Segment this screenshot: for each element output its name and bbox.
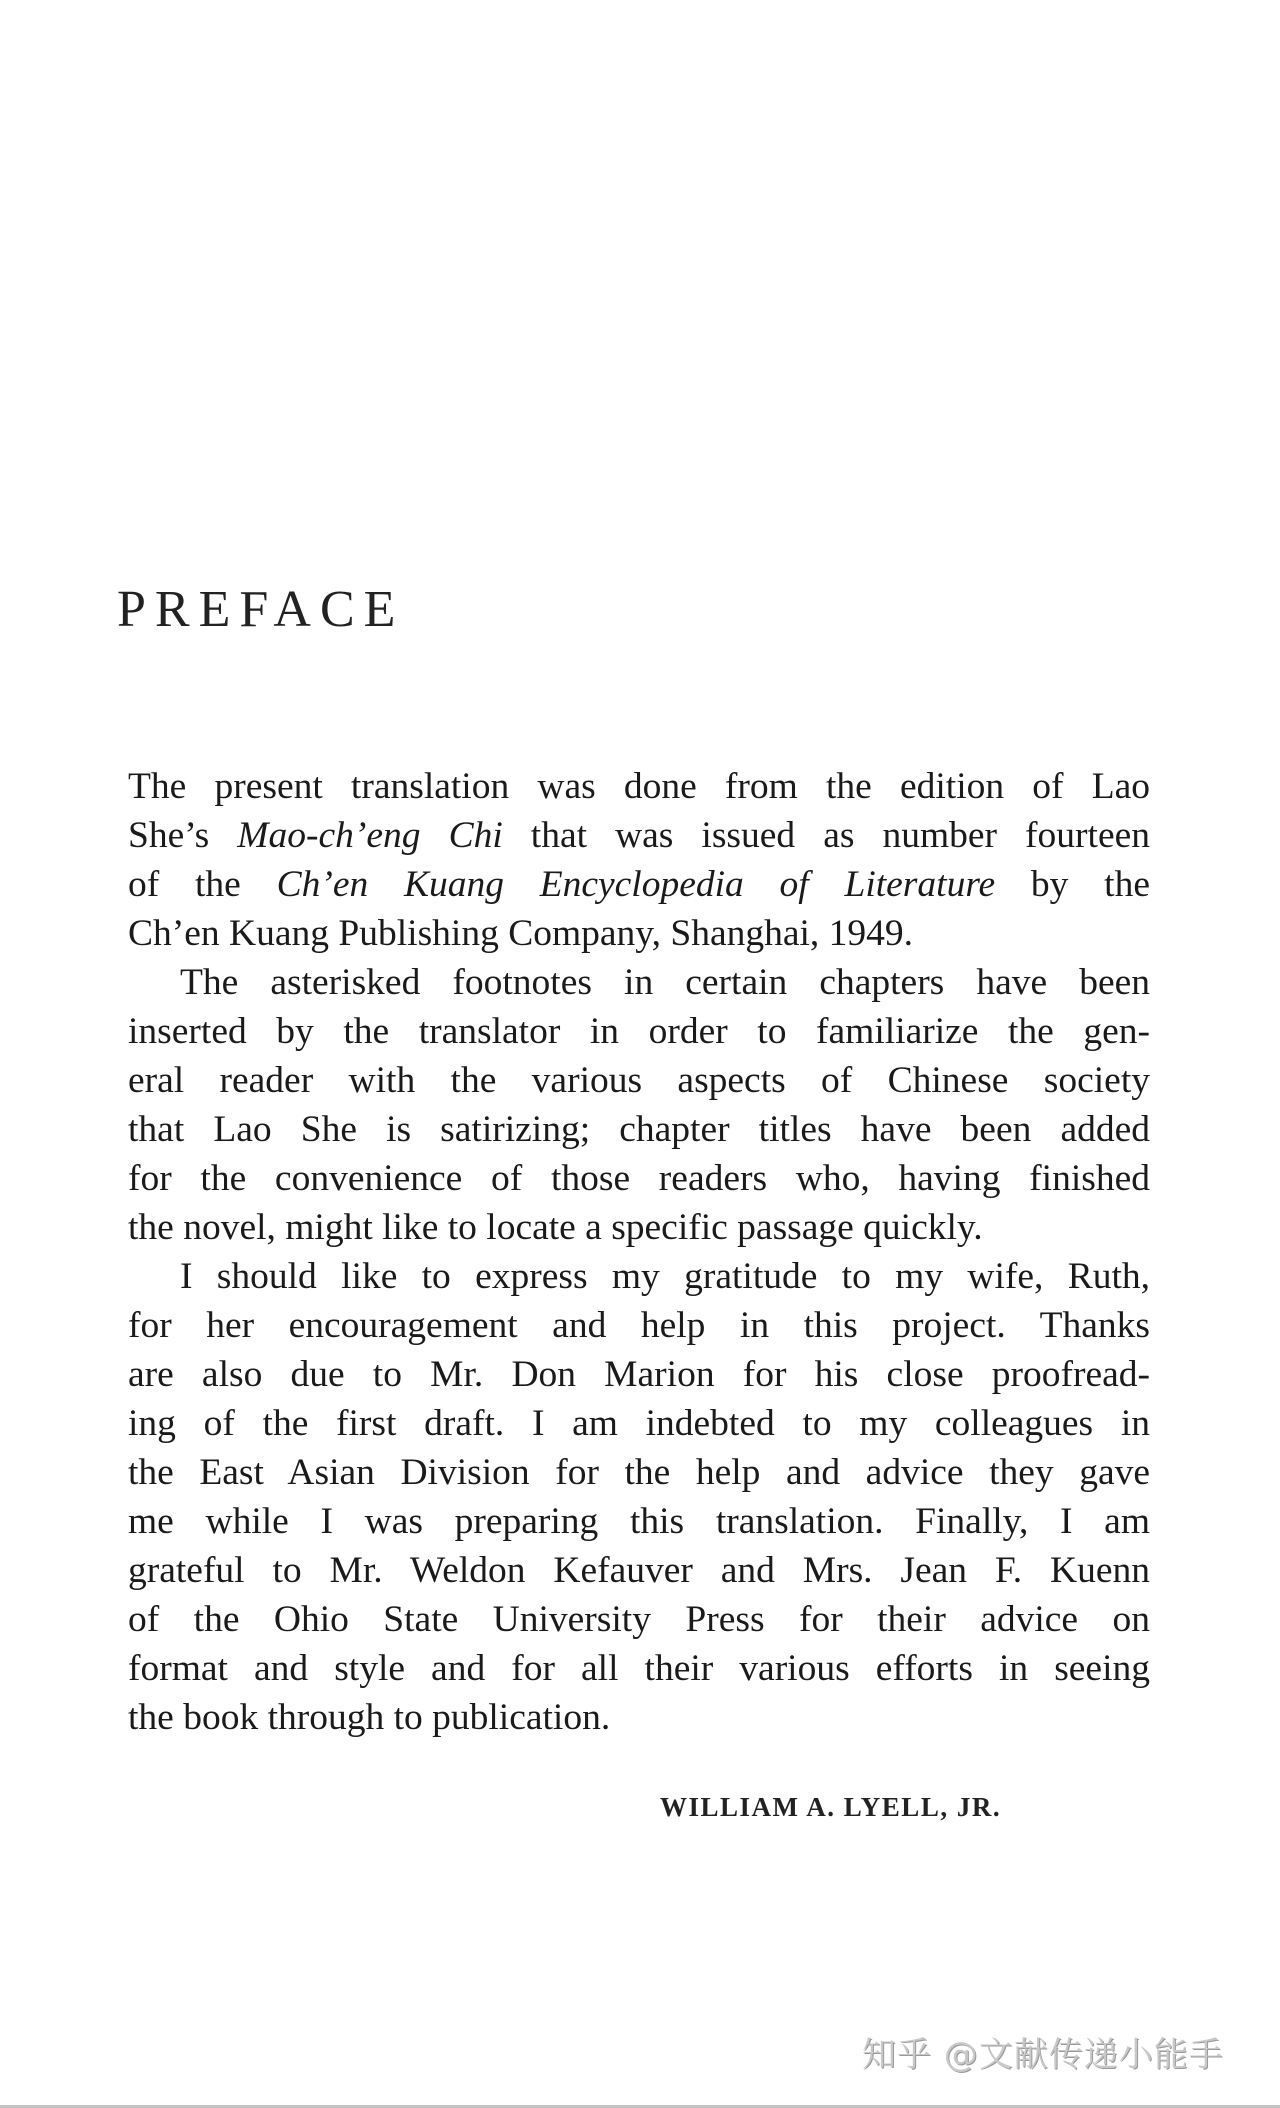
italic-title-text: Mao-ch’eng Chi — [237, 815, 503, 856]
line-text: The asterisked footnotes in certain chapters have been — [180, 962, 1150, 1003]
text-line — [128, 1252, 1150, 1301]
line-text: that was issued as number fourteen — [502, 815, 1150, 856]
text-line — [128, 1595, 1150, 1644]
line-text: of the Ohio State University Press for their advice on — [128, 1599, 1150, 1640]
line-text: for her encouragement and help in this project. Thanks — [128, 1305, 1150, 1346]
line-text: grateful to Mr. Weldon Kefauver and Mrs. Jean F. Kuenn — [128, 1550, 1150, 1591]
line-text: The present translation was done from the edition of Lao — [128, 766, 1150, 807]
preface-body — [128, 762, 1150, 1742]
line-text: eral reader with the various aspects of Chinese society — [128, 1060, 1150, 1101]
text-line — [128, 811, 1150, 860]
line-text: for the convenience of those readers who, having finished — [128, 1158, 1150, 1199]
line-text: of the — [128, 864, 277, 905]
text-line — [128, 909, 1150, 958]
line-text: the East Asian Division for the help and advice they gave — [128, 1452, 1150, 1493]
line-text: She’s — [128, 815, 238, 856]
line-text: I should like to express my gratitude to my wife, Ruth, — [180, 1256, 1150, 1297]
text-line — [128, 1546, 1150, 1595]
text-line — [128, 1448, 1150, 1497]
text-line — [128, 1007, 1150, 1056]
line-text: ing of the first draft. I am indebted to my colleagues in — [128, 1403, 1150, 1444]
line-text: the book through to publication. — [128, 1697, 611, 1738]
page-title: PREFACE — [117, 581, 405, 638]
line-text: are also due to Mr. Don Marion for his close proofread- — [128, 1354, 1150, 1395]
watermark: 知乎 @文献传递小能手 — [862, 2035, 1224, 2075]
line-text: me while I was preparing this translation. Finally, I am — [128, 1501, 1150, 1542]
author-signature: WILLIAM A. LYELL, JR. — [660, 1792, 1002, 1822]
text-line — [128, 860, 1150, 909]
text-line — [128, 1154, 1150, 1203]
text-line — [128, 1105, 1150, 1154]
text-line — [128, 1644, 1150, 1693]
text-line — [128, 1693, 1150, 1742]
line-text: inserted by the translator in order to familiarize the gen- — [128, 1011, 1150, 1052]
text-line — [128, 762, 1150, 811]
text-line — [128, 1350, 1150, 1399]
text-line — [128, 1399, 1150, 1448]
line-text: by the — [995, 864, 1150, 905]
text-line — [128, 1301, 1150, 1350]
text-line — [128, 1497, 1150, 1546]
line-text: that Lao She is satirizing; chapter titles have been added — [128, 1109, 1150, 1150]
line-text: the novel, might like to locate a specific passage quickly. — [128, 1207, 983, 1248]
text-line — [128, 958, 1150, 1007]
line-text: Ch’en Kuang Publishing Company, Shanghai, 1949. — [128, 913, 914, 954]
line-text: format and style and for all their various efforts in seeing — [128, 1648, 1150, 1689]
text-line — [128, 1056, 1150, 1105]
text-line — [128, 1203, 1150, 1252]
italic-title-text: Ch’en Kuang Encyclopedia of Literature — [276, 864, 996, 905]
